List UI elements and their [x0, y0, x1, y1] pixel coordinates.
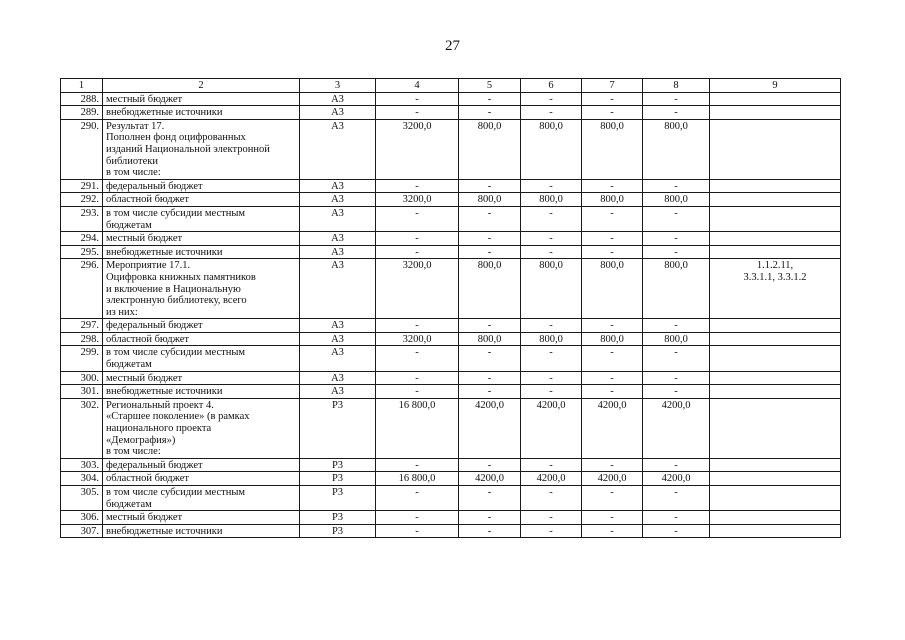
row-year-cell: 800,0	[643, 193, 710, 207]
budget-table	[60, 78, 841, 538]
row-total-cell: -	[376, 486, 459, 511]
row-name-cell: местный бюджет	[103, 511, 300, 525]
row-year-cell: 800,0	[643, 332, 710, 346]
row-number-cell: 288.	[61, 92, 103, 106]
row-number-cell: 289.	[61, 106, 103, 120]
row-name-cell: Региональный проект 4. «Старшее поколение» (в рамках национального проекта «Демография») в том числе:	[103, 398, 300, 458]
row-code-cell: А3	[300, 119, 376, 179]
row-code-cell: А3	[300, 346, 376, 371]
table-row	[61, 245, 841, 259]
row-number-cell: 301.	[61, 385, 103, 399]
row-indicator-cell	[710, 371, 841, 385]
row-year-cell: -	[582, 385, 643, 399]
row-total-cell: 3200,0	[376, 259, 459, 319]
row-indicator-cell	[710, 458, 841, 472]
row-year-cell: -	[521, 232, 582, 246]
row-year-cell: 4200,0	[459, 398, 521, 458]
row-total-cell: -	[376, 92, 459, 106]
row-number-cell: 304.	[61, 472, 103, 486]
row-year-cell: -	[459, 319, 521, 333]
row-year-cell: -	[459, 371, 521, 385]
row-total-cell: -	[376, 458, 459, 472]
row-indicator-cell	[710, 398, 841, 458]
row-year-cell: -	[521, 106, 582, 120]
row-year-cell: 800,0	[521, 259, 582, 319]
row-total-cell: -	[376, 232, 459, 246]
row-year-cell: -	[582, 371, 643, 385]
row-total-cell: 16 800,0	[376, 398, 459, 458]
row-code-cell: А3	[300, 332, 376, 346]
table-row	[61, 119, 841, 179]
row-name-cell: областной бюджет	[103, 332, 300, 346]
row-code-cell: А3	[300, 206, 376, 231]
row-year-cell: 800,0	[521, 332, 582, 346]
row-year-cell: -	[582, 458, 643, 472]
row-year-cell: -	[643, 458, 710, 472]
row-year-cell: -	[521, 346, 582, 371]
row-number-cell: 297.	[61, 319, 103, 333]
row-code-cell: А3	[300, 245, 376, 259]
header-cell: 2	[103, 79, 300, 93]
row-indicator-cell	[710, 511, 841, 525]
row-year-cell: -	[459, 458, 521, 472]
row-year-cell: 800,0	[459, 119, 521, 179]
row-total-cell: -	[376, 106, 459, 120]
row-year-cell: -	[582, 319, 643, 333]
row-year-cell: -	[582, 524, 643, 538]
row-indicator-cell	[710, 332, 841, 346]
row-indicator-cell	[710, 472, 841, 486]
table-row	[61, 206, 841, 231]
row-total-cell: -	[376, 346, 459, 371]
row-number-cell: 292.	[61, 193, 103, 207]
row-code-cell: А3	[300, 385, 376, 399]
row-year-cell: 4200,0	[582, 472, 643, 486]
row-year-cell: -	[582, 179, 643, 193]
row-year-cell: 800,0	[643, 119, 710, 179]
row-indicator-cell	[710, 206, 841, 231]
row-year-cell: -	[459, 511, 521, 525]
row-total-cell: -	[376, 206, 459, 231]
row-indicator-cell	[710, 245, 841, 259]
row-year-cell: -	[643, 486, 710, 511]
row-year-cell: -	[643, 179, 710, 193]
row-year-cell: -	[582, 232, 643, 246]
row-indicator-cell	[710, 106, 841, 120]
row-code-cell: Р3	[300, 486, 376, 511]
row-name-cell: местный бюджет	[103, 92, 300, 106]
row-year-cell: 4200,0	[643, 398, 710, 458]
row-indicator-cell: 1.1.2.11, 3.3.1.1, 3.3.1.2	[710, 259, 841, 319]
row-total-cell: 3200,0	[376, 193, 459, 207]
row-total-cell: -	[376, 179, 459, 193]
row-indicator-cell	[710, 232, 841, 246]
row-year-cell: 800,0	[459, 332, 521, 346]
row-year-cell: -	[521, 92, 582, 106]
page-number: 27	[445, 38, 460, 54]
row-code-cell: А3	[300, 106, 376, 120]
row-name-cell: внебюджетные источники	[103, 524, 300, 538]
table-row	[61, 398, 841, 458]
row-number-cell: 302.	[61, 398, 103, 458]
row-year-cell: -	[582, 92, 643, 106]
row-year-cell: -	[643, 106, 710, 120]
row-year-cell: -	[521, 458, 582, 472]
row-year-cell: -	[521, 385, 582, 399]
table-row	[61, 193, 841, 207]
table-row	[61, 319, 841, 333]
row-name-cell: в том числе субсидии местным бюджетам	[103, 486, 300, 511]
row-code-cell: А3	[300, 259, 376, 319]
table-row	[61, 371, 841, 385]
row-name-cell: внебюджетные источники	[103, 245, 300, 259]
row-code-cell: А3	[300, 193, 376, 207]
row-number-cell: 307.	[61, 524, 103, 538]
row-year-cell: -	[459, 524, 521, 538]
row-year-cell: -	[459, 385, 521, 399]
row-total-cell: 16 800,0	[376, 472, 459, 486]
row-total-cell: -	[376, 371, 459, 385]
header-cell: 1	[61, 79, 103, 93]
row-total-cell: -	[376, 524, 459, 538]
header-cell: 3	[300, 79, 376, 93]
header-cell: 7	[582, 79, 643, 93]
row-name-cell: Результат 17. Пополнен фонд оцифрованных изданий Национальной электронной библиотеки в том числе:	[103, 119, 300, 179]
row-year-cell: 4200,0	[582, 398, 643, 458]
row-year-cell: -	[643, 92, 710, 106]
row-number-cell: 300.	[61, 371, 103, 385]
table-row	[61, 332, 841, 346]
row-indicator-cell	[710, 486, 841, 511]
row-code-cell: Р3	[300, 511, 376, 525]
row-number-cell: 294.	[61, 232, 103, 246]
row-total-cell: -	[376, 319, 459, 333]
row-name-cell: местный бюджет	[103, 371, 300, 385]
row-code-cell: А3	[300, 92, 376, 106]
row-code-cell: А3	[300, 179, 376, 193]
row-year-cell: -	[643, 319, 710, 333]
row-number-cell: 295.	[61, 245, 103, 259]
row-name-cell: местный бюджет	[103, 232, 300, 246]
table-row	[61, 486, 841, 511]
table-row	[61, 179, 841, 193]
row-total-cell: 3200,0	[376, 332, 459, 346]
row-year-cell: -	[582, 346, 643, 371]
row-year-cell: 4200,0	[521, 472, 582, 486]
table-row	[61, 232, 841, 246]
row-year-cell: 800,0	[459, 193, 521, 207]
row-year-cell: -	[459, 92, 521, 106]
row-year-cell: -	[459, 206, 521, 231]
table-row	[61, 524, 841, 538]
row-year-cell: -	[643, 245, 710, 259]
row-code-cell: А3	[300, 232, 376, 246]
header-cell: 5	[459, 79, 521, 93]
row-number-cell: 296.	[61, 259, 103, 319]
row-number-cell: 306.	[61, 511, 103, 525]
row-number-cell: 290.	[61, 119, 103, 179]
table-body	[61, 79, 841, 538]
row-year-cell: -	[582, 245, 643, 259]
row-code-cell: Р3	[300, 458, 376, 472]
header-cell: 6	[521, 79, 582, 93]
row-total-cell: -	[376, 385, 459, 399]
row-year-cell: -	[459, 486, 521, 511]
row-year-cell: 4200,0	[643, 472, 710, 486]
row-code-cell: Р3	[300, 398, 376, 458]
row-number-cell: 291.	[61, 179, 103, 193]
row-year-cell: -	[521, 319, 582, 333]
row-year-cell: 800,0	[582, 193, 643, 207]
table-header-row	[61, 79, 841, 93]
row-year-cell: -	[459, 245, 521, 259]
table-row	[61, 92, 841, 106]
row-name-cell: внебюджетные источники	[103, 385, 300, 399]
row-number-cell: 293.	[61, 206, 103, 231]
row-year-cell: 4200,0	[521, 398, 582, 458]
table-row	[61, 385, 841, 399]
table-row	[61, 458, 841, 472]
row-code-cell: А3	[300, 371, 376, 385]
row-year-cell: -	[643, 511, 710, 525]
row-indicator-cell	[710, 193, 841, 207]
row-code-cell: А3	[300, 319, 376, 333]
row-indicator-cell	[710, 346, 841, 371]
row-year-cell: -	[643, 371, 710, 385]
row-indicator-cell	[710, 179, 841, 193]
row-year-cell: 800,0	[521, 119, 582, 179]
row-year-cell: -	[521, 524, 582, 538]
row-year-cell: -	[521, 511, 582, 525]
header-cell: 9	[710, 79, 841, 93]
row-code-cell: Р3	[300, 524, 376, 538]
row-year-cell: -	[521, 371, 582, 385]
table-row	[61, 511, 841, 525]
row-year-cell: -	[459, 232, 521, 246]
row-year-cell: -	[582, 511, 643, 525]
row-year-cell: -	[459, 179, 521, 193]
row-total-cell: -	[376, 511, 459, 525]
row-year-cell: 800,0	[643, 259, 710, 319]
row-name-cell: федеральный бюджет	[103, 458, 300, 472]
row-year-cell: -	[459, 106, 521, 120]
row-year-cell: -	[582, 486, 643, 511]
row-year-cell: -	[643, 346, 710, 371]
row-code-cell: Р3	[300, 472, 376, 486]
row-name-cell: внебюджетные источники	[103, 106, 300, 120]
row-year-cell: 800,0	[582, 259, 643, 319]
row-year-cell: -	[521, 245, 582, 259]
row-name-cell: областной бюджет	[103, 472, 300, 486]
row-year-cell: -	[459, 346, 521, 371]
header-cell: 4	[376, 79, 459, 93]
row-total-cell: -	[376, 245, 459, 259]
row-indicator-cell	[710, 319, 841, 333]
row-total-cell: 3200,0	[376, 119, 459, 179]
table-row	[61, 346, 841, 371]
table-row	[61, 106, 841, 120]
row-name-cell: областной бюджет	[103, 193, 300, 207]
row-year-cell: 800,0	[582, 332, 643, 346]
row-year-cell: 800,0	[459, 259, 521, 319]
table-row	[61, 259, 841, 319]
row-indicator-cell	[710, 119, 841, 179]
row-year-cell: -	[582, 106, 643, 120]
row-indicator-cell	[710, 92, 841, 106]
row-number-cell: 305.	[61, 486, 103, 511]
row-name-cell: федеральный бюджет	[103, 179, 300, 193]
row-year-cell: -	[643, 524, 710, 538]
row-year-cell: 4200,0	[459, 472, 521, 486]
row-number-cell: 298.	[61, 332, 103, 346]
row-indicator-cell	[710, 524, 841, 538]
row-year-cell: -	[582, 206, 643, 231]
row-name-cell: Мероприятие 17.1. Оцифровка книжных памятников и включение в Национальную электронную библиотеку, всего из них:	[103, 259, 300, 319]
row-year-cell: -	[521, 486, 582, 511]
row-year-cell: 800,0	[582, 119, 643, 179]
row-name-cell: в том числе субсидии местным бюджетам	[103, 206, 300, 231]
row-name-cell: федеральный бюджет	[103, 319, 300, 333]
header-cell: 8	[643, 79, 710, 93]
row-number-cell: 303.	[61, 458, 103, 472]
row-year-cell: -	[643, 232, 710, 246]
row-number-cell: 299.	[61, 346, 103, 371]
row-name-cell: в том числе субсидии местным бюджетам	[103, 346, 300, 371]
row-year-cell: -	[643, 206, 710, 231]
table-row	[61, 472, 841, 486]
row-indicator-cell	[710, 385, 841, 399]
row-year-cell: -	[643, 385, 710, 399]
row-year-cell: 800,0	[521, 193, 582, 207]
row-year-cell: -	[521, 179, 582, 193]
row-year-cell: -	[521, 206, 582, 231]
